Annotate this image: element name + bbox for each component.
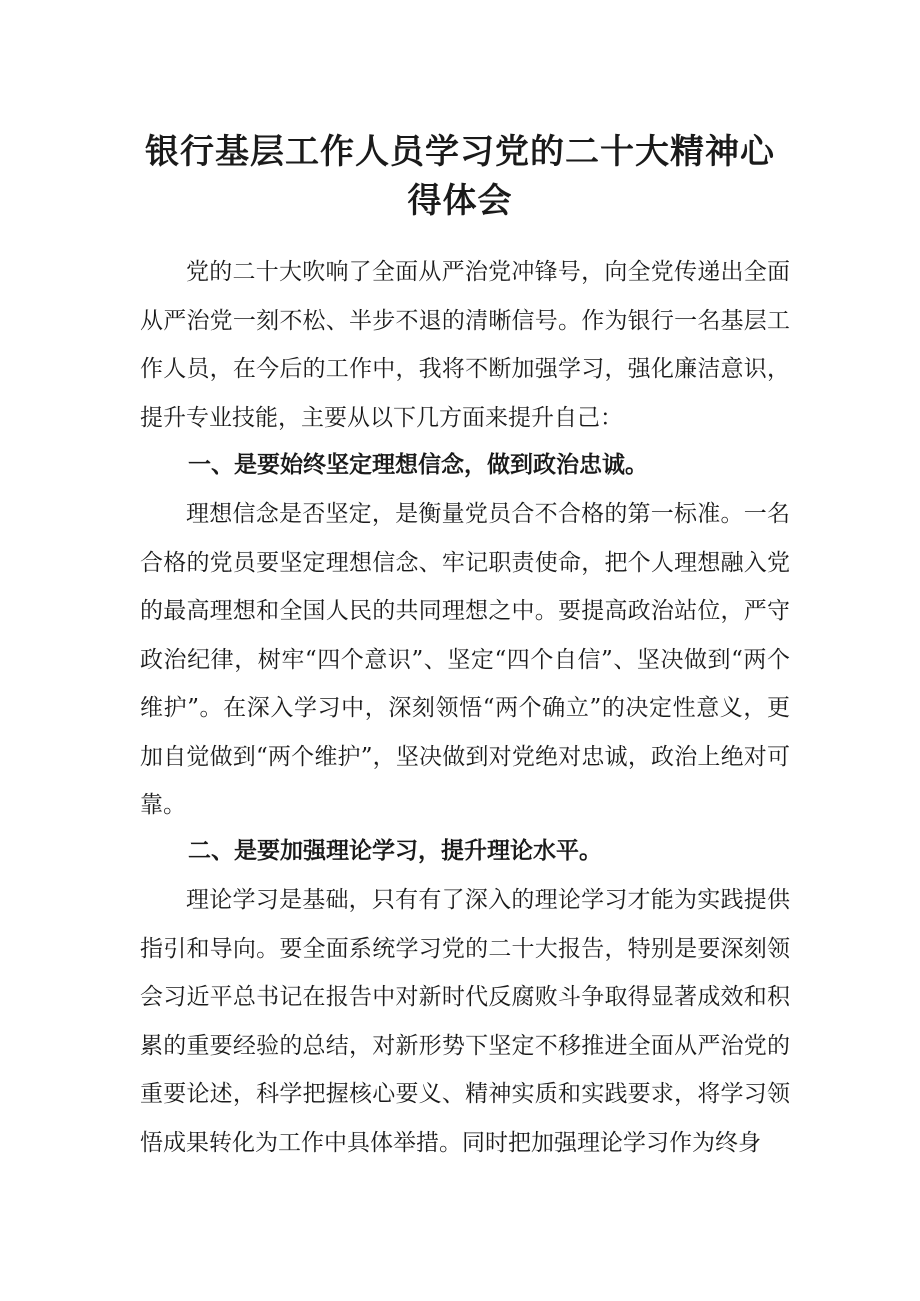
intro-paragraph: 党的二十大吹响了全面从严治党冲锋号，向全党传递出全面从严治党一刻不松、半步不退的清晰信号。作为银行一名基层工作人员，在今后的工作中，我将不断加强学习，强化廉洁意识，提升专业技能，主要从以下几方面来提升自己： xyxy=(140,259,790,431)
section-1-paragraph: 理想信念是否坚定，是衡量党员合不合格的第一标准。一名合格的党员要坚定理想信念、牢记职责使命，把个人理想融入党的最高理想和全国人民的共同理想之中。要提高政治站位，严守政治纪律，树牢“四个意识”、坚定“四个自信”、坚决做到“两个维护”。在深入学习中，深刻领悟“两个确立”的决定性意义，更加自觉做到“两个维护”，坚决做到对党绝对忠诚，政治上绝对可靠。 xyxy=(140,501,790,818)
document-title-line-1: 银行基层工作人员学习党的二十大精神心 xyxy=(145,132,775,172)
section-2-paragraph: 理论学习是基础，只有有了深入的理论学习才能为实践提供指引和导向。要全面系统学习党的二十大报告，特别是要深刻领会习近平总书记在报告中对新时代反腐败斗争取得显著成效和积累的重要经验的总结，对新形势下坚定不移推进全面从严治党的重要论述，科学把握核心要义、精神实质和实践要求，将学习领悟成果转化为工作中具体举措。同时把加强理论学习作为终身 xyxy=(140,887,790,1156)
document-title-line-2: 得体会 xyxy=(407,181,513,221)
section-heading-2: 二、是要加强理论学习，提升理论水平。 xyxy=(188,838,602,864)
section-heading-1: 一、是要始终坚定理想信念，做到政治忠诚。 xyxy=(188,452,648,478)
